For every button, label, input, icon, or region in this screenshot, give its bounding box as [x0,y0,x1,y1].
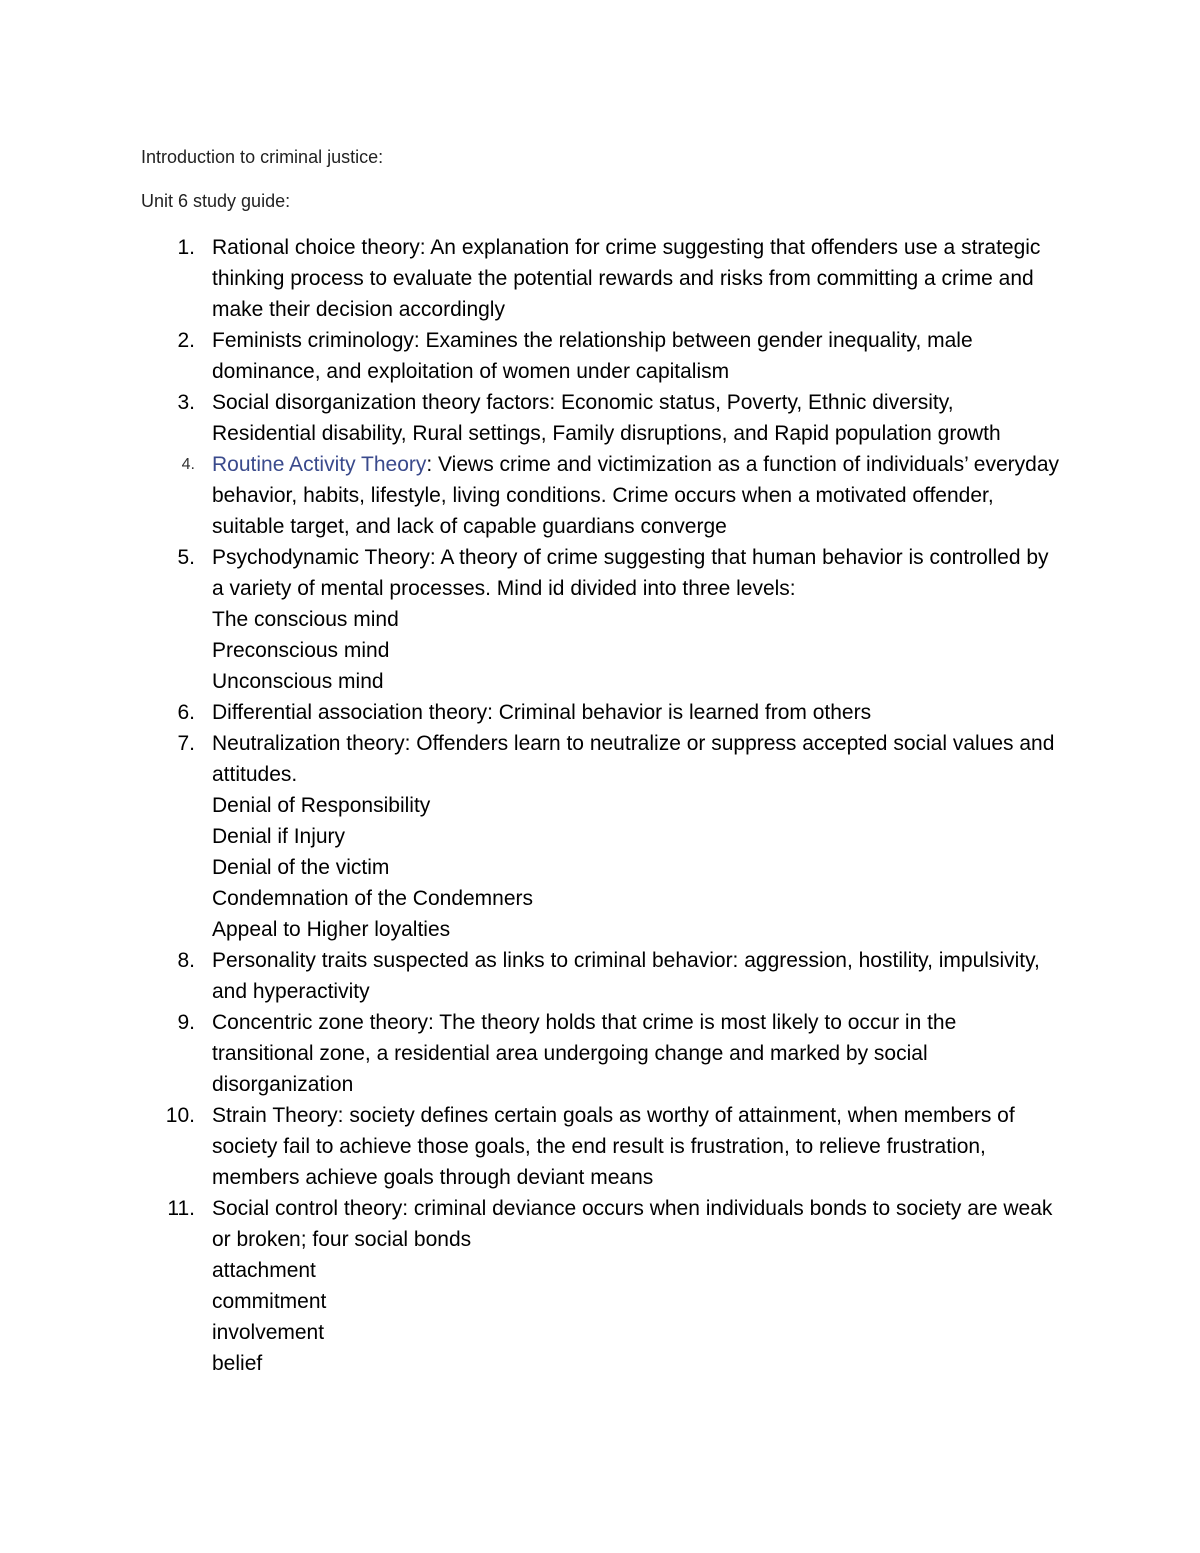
sub-item: involvement [212,1321,325,1344]
sub-item: Appeal to Higher loyalties [212,918,451,941]
item-text: Social disorganization theory factors: Economic status, Poverty, Ethnic diversity, Residential disability, Rural settings, Family disruptions, and Rapid population growth [212,391,1001,445]
list-item [141,542,1061,697]
item-text: Neutralization theory: Offenders learn to neutralize or suppress accepted social values and attitudes. [212,732,1055,786]
item-number: 10. [165,1104,195,1127]
sub-item: attachment [212,1259,316,1282]
item-text: Personality traits suspected as links to criminal behavior: aggression, hostility, impulsivity, and hyperactivity [212,949,1040,1003]
item-text: Strain Theory: society defines certain goals as worthy of attainment, when members of society fail to achieve those goals, the end result is frustration, to relieve frustration, members achieve goals through deviant means [212,1104,1015,1189]
sub-item: Denial if Injury [212,825,346,848]
list-item [141,728,1061,945]
sub-item: Denial of the victim [212,856,390,879]
sub-item: belief [212,1352,263,1375]
sub-item: Denial of Responsibility [212,794,431,817]
item-text: Psychodynamic Theory: A theory of crime suggesting that human behavior is controlled by a variety of mental processes. Mind id divided into three levels: [212,546,1049,600]
item-number: 6. [177,701,195,724]
document-subtitle: Unit 6 study guide: [141,191,291,211]
document-title: Introduction to criminal justice: [141,147,384,167]
list-item [141,449,1061,542]
item-number: 4. [181,456,195,473]
item-term: Routine Activity Theory [212,453,427,476]
item-text: Feminists criminology: Examines the relationship between gender inequality, male dominance, and exploitation of women under capitalism [212,329,973,383]
sub-item: commitment [212,1290,327,1313]
item-number: 1. [177,236,195,259]
item-number: 3. [177,391,195,414]
sub-item: Condemnation of the Condemners [212,887,534,910]
item-number: 11. [167,1197,195,1220]
sub-item: Unconscious mind [212,670,384,693]
item-number: 5. [177,546,195,569]
item-text: Social control theory: criminal deviance occurs when individuals bonds to society are weak or broken; four social bonds [212,1197,1053,1251]
list-item [141,1193,1061,1379]
item-text: : Views crime and victimization as a function of individuals’ everyday behavior, habits, lifestyle, living conditions. Crime occurs when a motivated offender, suitable target, and lack of capable guardians converge [212,453,1060,538]
list-item [141,1007,1061,1100]
item-text: Differential association theory: Criminal behavior is learned from others [212,701,872,724]
sub-item: The conscious mind [212,608,399,631]
item-number: 7. [177,732,195,755]
sub-item: Preconscious mind [212,639,390,662]
item-number: 2. [177,329,195,352]
list-item [141,232,1061,325]
list-item [141,945,1061,1007]
list-item [141,387,1061,449]
item-text: Rational choice theory: An explanation for crime suggesting that offenders use a strategic thinking process to evaluate the potential rewards and risks from committing a crime and make their decision accordingly [212,236,1041,321]
item-number: 8. [177,949,195,972]
list-item [141,1100,1061,1193]
item-text: Concentric zone theory: The theory holds that crime is most likely to occur in the transitional zone, a residential area undergoing change and marked by social disorganization [212,1011,957,1096]
item-number: 9. [177,1011,195,1034]
list-item [141,325,1061,387]
study-guide-list [141,232,1061,1379]
list-item [141,697,1061,728]
